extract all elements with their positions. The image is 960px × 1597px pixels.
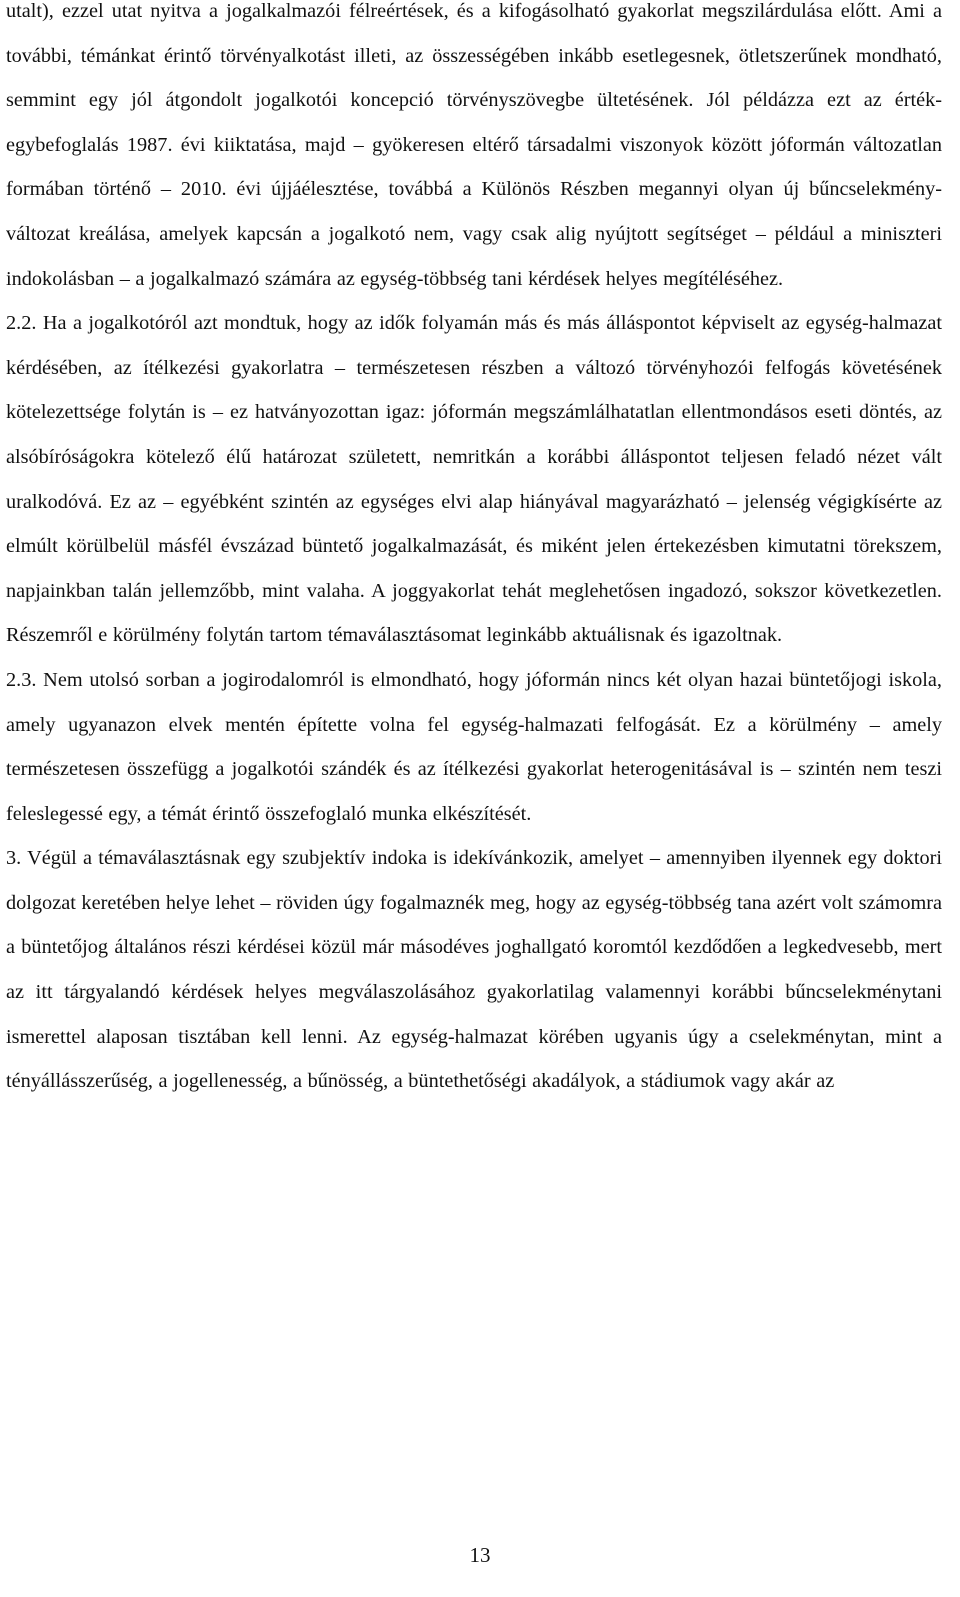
paragraph-intro: utalt), ezzel utat nyitva a jogalkalmazói félreértések, és a kifogásolható gyakorlat megszilárdulása előtt. Ami a további, témánkat érintő törvényalkotást illeti, az összességében inkább esetlegesnek, ötletszerűnek mondható, semmint egy jól átgondolt jogalkotói koncepció törvényszövegbe ültetésének. Jól példázza ezt az érték-egybefoglalás 1987. évi kiiktatása, majd – gyökeresen eltérő társadalmi viszonyok között jóformán változatlan formában történő – 2010. évi újjáélesztése, továbbá a Különös Részben megannyi olyan új bűncselekmény-változat kreálása, amelyek kapcsán a jogalkotó nem, vagy csak alig nyújtott segítséget – például a miniszteri indokolásban – a jogalkalmazó számára az egység-többség tani kérdések helyes megítéléséhez. [6,0,942,290]
paragraph-2-2: 2.2. Ha a jogalkotóról azt mondtuk, hogy az idők folyamán más és más álláspontot képviselt az egység-halmazat kérdésében, az ítélkezési gyakorlatra – természetesen részben a változó törvényhozói felfogás követésének kötelezettsége folytán is – ez hatványozottan igaz: jóformán megszámlálhatatlan ellentmondásos eseti döntés, az alsóbíróságokra kötelező élű határozat született, nemritkán a korábbi álláspontot teljesen feladó nézet vált uralkodóvá. Ez az – egyébként szintén az egységes elvi alap hiányával magyarázható – jelenség végigkísérte az elmúlt körülbelül másfél évszázad büntető jogalkalmazását, és miként jelen értekezésben kimutatni törekszem, napjainkban talán jellemzőbb, mint valaha. A joggyakorlat tehát meglehetősen ingadozó, sokszor következetlen. Részemről e körülmény folytán tartom témaválasztásomat leginkább aktuálisnak és igazoltnak. [6,312,942,647]
paragraph-3: 3. Végül a témaválasztásnak egy szubjektív indoka is idekívánkozik, amelyet – amennyiben ilyennek egy doktori dolgozat keretében helye lehet – röviden úgy fogalmaznék meg, hogy az egység-többség tana azért volt számomra a büntetőjog általános részi kérdései közül már másodéves joghallgató koromtól kezdődően a legkedvesebb, mert az itt tárgyalandó kérdések helyes megválaszolásához gyakorlatilag valamennyi korábbi bűncselekménytani ismerettel alaposan tisztában kell lenni. Az egység-halmazat körében ugyanis úgy a cselekménytan, mint a tényállásszerűség, a jogellenesség, a bűnösség, a büntethetőségi akadályok, a stádiumok vagy akár az [6,847,942,1093]
document-page [6,0,942,1104]
paragraph-2-3: 2.3. Nem utolsó sorban a jogirodalomról is elmondható, hogy jóformán nincs két olyan hazai büntetőjogi iskola, amely ugyanazon elvek mentén építette volna fel egység-halmazati felfogását. Ez a körülmény – amely természetesen összefügg a jogalkotói szándék és az ítélkezési gyakorlat heterogenitásával is – szintén nem teszi feleslegessé egy, a témát érintő összefoglaló munka elkészítését. [6,668,942,825]
page-number: 13 [469,1543,491,1567]
